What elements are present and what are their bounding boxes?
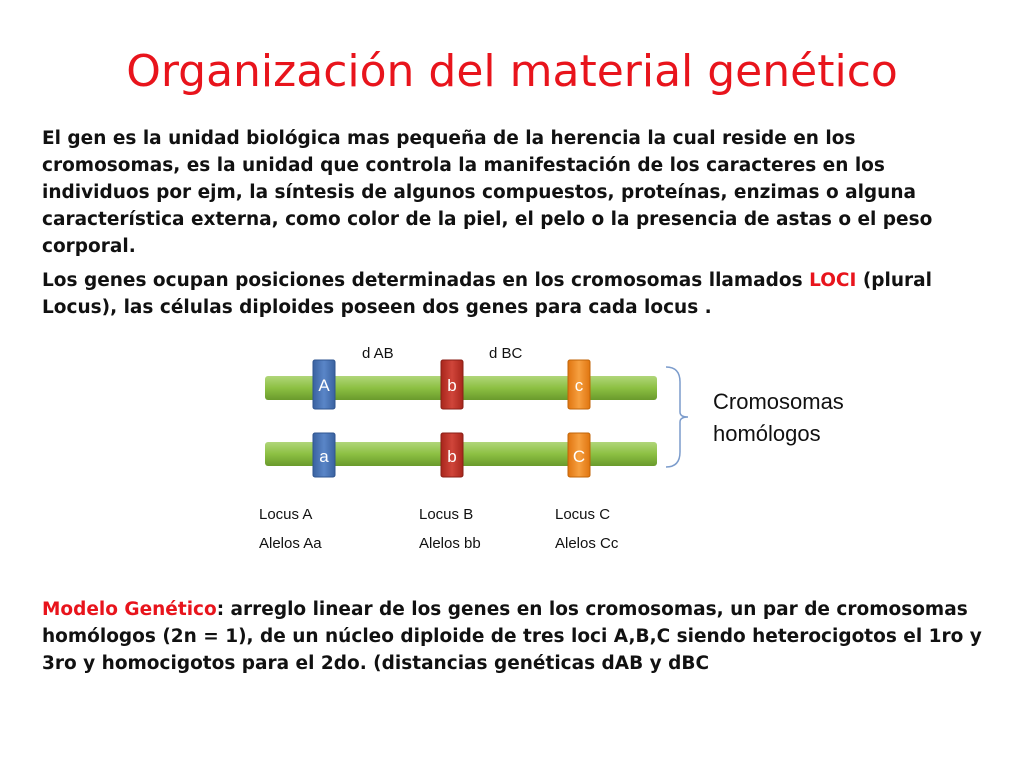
alleles-a-label: Alelos Aa (259, 535, 322, 552)
genetic-model-heading: Modelo Genético (42, 599, 217, 620)
gene-c-chromosome-2-label: C (572, 447, 586, 466)
gene-c-chromosome-1-label: c (574, 376, 584, 395)
homologous-label (713, 386, 844, 450)
homologous-label-line2: homólogos (713, 421, 821, 446)
paragraph-genetic-model (42, 596, 992, 677)
distance-ab-label: d AB (362, 345, 394, 362)
paragraph-loci-text-start: Los genes ocupan posiciones determinadas en los cromosomas llamados (42, 270, 810, 291)
alleles-b-label: Alelos bb (419, 535, 481, 552)
locus-c-label: Locus C (555, 506, 611, 523)
genetic-model-text: : arreglo linear de los genes en los cromosomas, un par de cromosomas homólogos (2n = 1), de un núcleo diploide de tres loci A,B,C siendo heterocigotos el 1ro y 3ro y homocigotos para el 2do. (distancias genéticas dAB y dBC (42, 599, 982, 674)
locus-b-label: Locus B (419, 506, 474, 523)
gene-b-chromosome-2-label: b (447, 447, 457, 466)
gene-a-chromosome-2-label: a (319, 447, 329, 466)
paragraph-loci-text-end: (plural Locus), las células diploides poseen dos genes para cada locus . (42, 270, 932, 318)
homologous-label-line1: Cromosomas (713, 389, 844, 414)
loci-highlight: LOCI (809, 270, 857, 291)
gene-a-chromosome-1-label: A (318, 376, 330, 395)
slide-title: Organización del material genético (126, 46, 898, 97)
distance-bc-label: d BC (489, 345, 523, 362)
gene-b-chromosome-1-label: b (447, 376, 457, 395)
alleles-c-label: Alelos Cc (555, 535, 619, 552)
paragraph-gene-definition: El gen es la unidad biológica mas pequeña de la herencia la cual reside en los cromosomas, es la unidad que controla la manifestación de los caracteres en los individuos por ejm, la síntesis de algunos compuestos, proteínas, enzimas o alguna característica externa, como color de la piel, el pelo o la presencia de astas o el peso corporal. (42, 128, 933, 257)
locus-a-label: Locus A (259, 506, 313, 523)
homologous-bracket (666, 367, 688, 467)
